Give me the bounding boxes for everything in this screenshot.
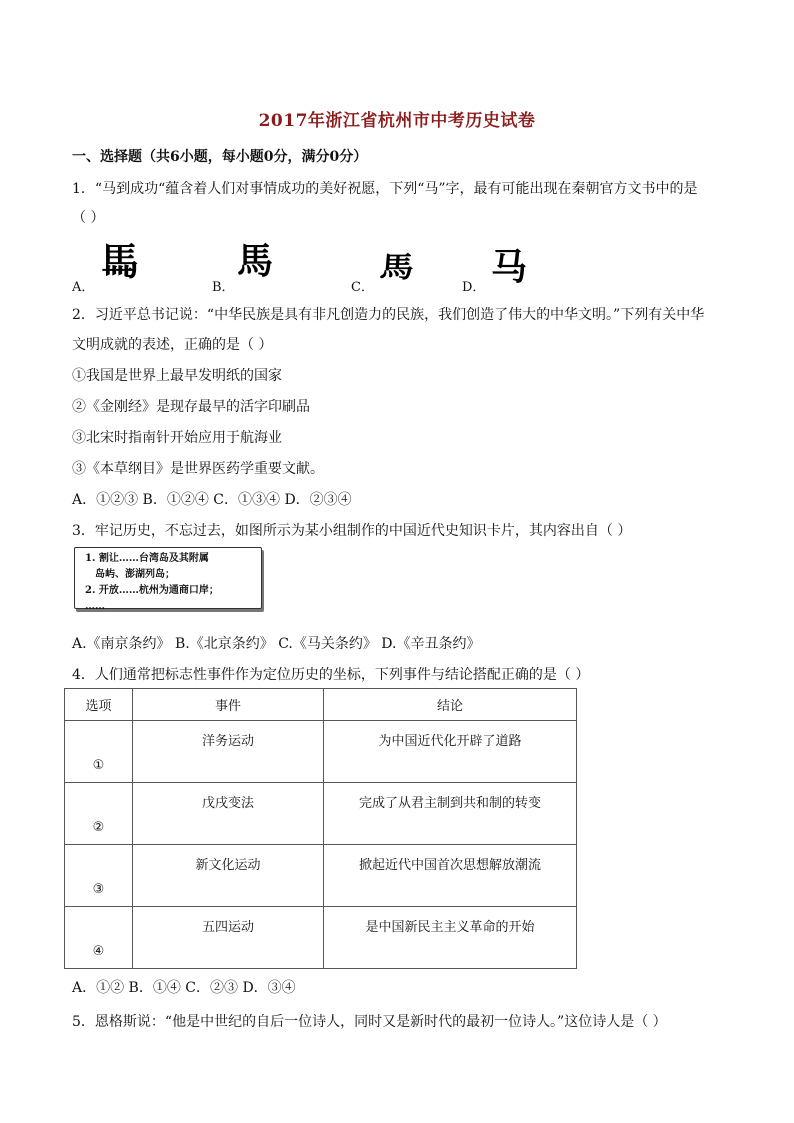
q2-stem-cont: 文明成就的表述，正确的是（ ） — [72, 337, 273, 353]
traditional-horse-image: 馬 — [236, 239, 273, 282]
cell-option: ③ — [92, 882, 105, 897]
q2-item: ③北宋时指南针开始应用于航海业 — [72, 430, 282, 446]
header-option: 选项 — [65, 689, 133, 721]
card-line: 岛屿、澎湖列岛； — [95, 569, 175, 580]
table-row — [65, 845, 577, 907]
exam-title: 2017年浙江省杭州市中考历史试卷 — [258, 111, 536, 131]
cell-conclusion: 完成了从君主制到共和制的转变 — [358, 796, 541, 811]
cell-conclusion: 是中国新民主主义革命的开始 — [365, 920, 535, 935]
q1-blank: （ ） — [72, 210, 105, 226]
card-line: 1. 割让……台湾岛及其附属 — [85, 553, 209, 564]
header-event: 事件 — [133, 689, 324, 721]
knowledge-card-image — [74, 547, 262, 612]
table-row — [65, 721, 577, 783]
cell-event: 新文化运动 — [195, 858, 261, 873]
option-label: D． — [462, 280, 486, 295]
cell-event: 洋务运动 — [201, 734, 254, 749]
card-line: …… — [85, 601, 105, 612]
cell-option: ② — [92, 820, 105, 835]
cell-conclusion: 掀起近代中国首次思想解放潮流 — [358, 858, 541, 873]
q2-item: ③《本草纲目》是世界医药学重要文献。 — [72, 461, 324, 477]
q4-answers[interactable]: A．①② B．①④ C．②③ D．③④ — [72, 980, 296, 996]
cell-option: ① — [92, 758, 105, 773]
cell-event: 五四运动 — [201, 920, 254, 935]
q2-item: ②《金刚经》是现存最早的活字印刷品 — [72, 399, 310, 415]
cell-conclusion: 为中国近代化开辟了道路 — [378, 734, 522, 749]
q5-stem: 5．恩格斯说：“他是中世纪的自后一位诗人，同时又是新时代的最初一位诗人。”这位诗人是（ ） — [72, 1014, 667, 1030]
table-header-row — [65, 689, 577, 721]
q2-stem: 2．习近平总书记说：“中华民族是具有非凡创造力的民族，我们创造了伟大的中华文明。”下列有关中华 — [72, 307, 705, 323]
q2-answers[interactable]: A．①②③ B．①②④ C．①③④ D．②③④ — [72, 492, 352, 508]
header-conclusion: 结论 — [324, 689, 577, 721]
q3-stem: 3．牢记历史，不忘过去，如图所示为某小组制作的中国近代史知识卡片，其内容出自（ ） — [72, 523, 632, 539]
table-row — [65, 783, 577, 845]
seal-script-horse-image: 𩡧 — [100, 238, 138, 284]
q3-answers[interactable]: A.《南京条约》 B.《北京条约》 C.《马关条约》 D.《辛丑条约》 — [72, 636, 481, 652]
events-table — [64, 688, 577, 969]
table-row — [65, 907, 577, 969]
card-line: 2. 开放……杭州为通商口岸； — [85, 585, 219, 596]
option-label: A． — [72, 280, 95, 295]
clerical-horse-image: 馬 — [378, 249, 416, 284]
option-label: B． — [212, 280, 235, 295]
simplified-horse-image: 马 — [490, 245, 527, 288]
option-label: C． — [351, 280, 374, 295]
q2-item: ①我国是世界上最早发明纸的国家 — [72, 368, 282, 384]
q4-stem: 4．人们通常把标志性事件作为定位历史的坐标，下列事件与结论搭配正确的是（ ） — [72, 667, 590, 683]
section-heading: 一、选择题（共6小题，每小题0分，满分0分） — [72, 149, 368, 165]
cell-event: 戊戌变法 — [201, 796, 254, 811]
cell-option: ④ — [92, 944, 105, 959]
q1-stem: 1．“马到成功“蕴含着人们对事情成功的美好祝愿，下列“马”字，最有可能出现在秦朝官方文书中的是 — [72, 181, 698, 197]
